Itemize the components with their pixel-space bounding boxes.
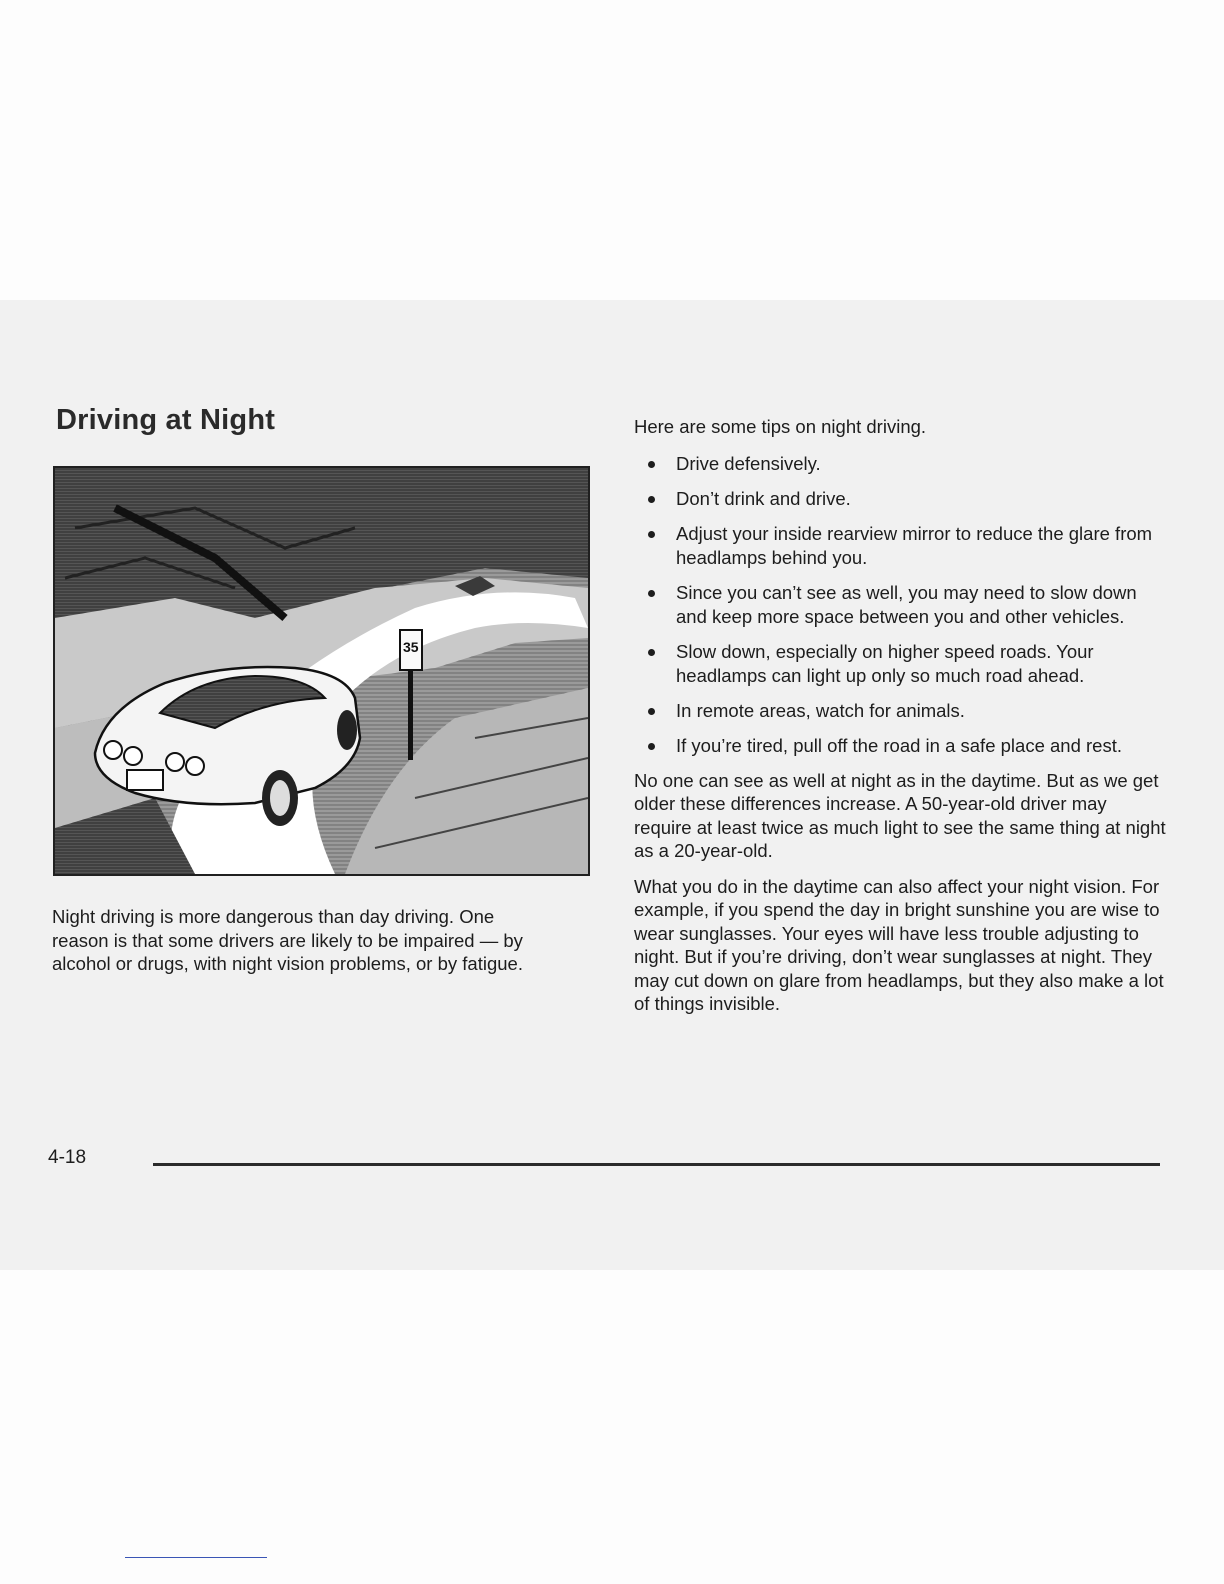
bottom-link-underline	[125, 1557, 267, 1558]
bullet-icon	[648, 531, 655, 538]
bullet-icon	[648, 708, 655, 715]
tip-item	[634, 699, 1169, 723]
bullet-icon	[648, 743, 655, 750]
tip-item	[634, 522, 1169, 570]
tip-item	[634, 452, 1169, 476]
bullet-icon	[648, 590, 655, 597]
daytime-paragraph: What you do in the daytime can also affect your night vision. For example, if you spend the day in bright sunshine you are wise to wear sunglasses. Your eyes will have less trouble adjusting to night. But if you’re driving, don’t wear sunglasses at night. They may cut down on glare from headlamps, but they also make a lot of things invisible.	[634, 875, 1164, 1014]
tip-item	[634, 640, 1169, 688]
bullet-icon	[648, 461, 655, 468]
speed-limit-sign-text: 35	[403, 639, 419, 655]
page-number: 4-18	[48, 1147, 87, 1168]
bullet-icon	[648, 649, 655, 656]
tip-item	[634, 487, 1169, 511]
tip-item	[634, 734, 1169, 758]
tip-text: Slow down, especially on higher speed roads. Your headlamps can light up only so much road ahead.	[676, 640, 1094, 686]
tips-column	[634, 415, 1169, 1028]
footer-rule	[153, 1163, 1160, 1166]
tips-intro: Here are some tips on night driving.	[634, 416, 927, 437]
tip-text: Since you can’t see as well, you may need to slow down and keep more space between you and other vehicles.	[676, 581, 1137, 627]
tip-item	[634, 581, 1169, 629]
bullet-icon	[648, 496, 655, 503]
tip-text: Don’t drink and drive.	[676, 487, 851, 509]
intro-paragraph: Night driving is more dangerous than day driving. One reason is that some drivers are likely to be impaired — by alcohol or drugs, with night vision problems, or by fatigue.	[52, 906, 523, 974]
tip-text: If you’re tired, pull off the road in a safe place and rest.	[676, 734, 1122, 756]
tips-list	[634, 452, 1169, 758]
night-driving-illustration	[53, 466, 590, 876]
section-title: Driving at Night	[56, 404, 276, 436]
tip-text: Drive defensively.	[676, 452, 821, 474]
tip-text: In remote areas, watch for animals.	[676, 699, 965, 721]
tip-text: Adjust your inside rearview mirror to reduce the glare from headlamps behind you.	[676, 522, 1153, 568]
night-vision-paragraph: No one can see as well at night as in the daytime. But as we get older these differences increase. A 50-year-old driver may require at least twice as much light to see the same thing at night as a 20-year-old.	[634, 769, 1166, 861]
